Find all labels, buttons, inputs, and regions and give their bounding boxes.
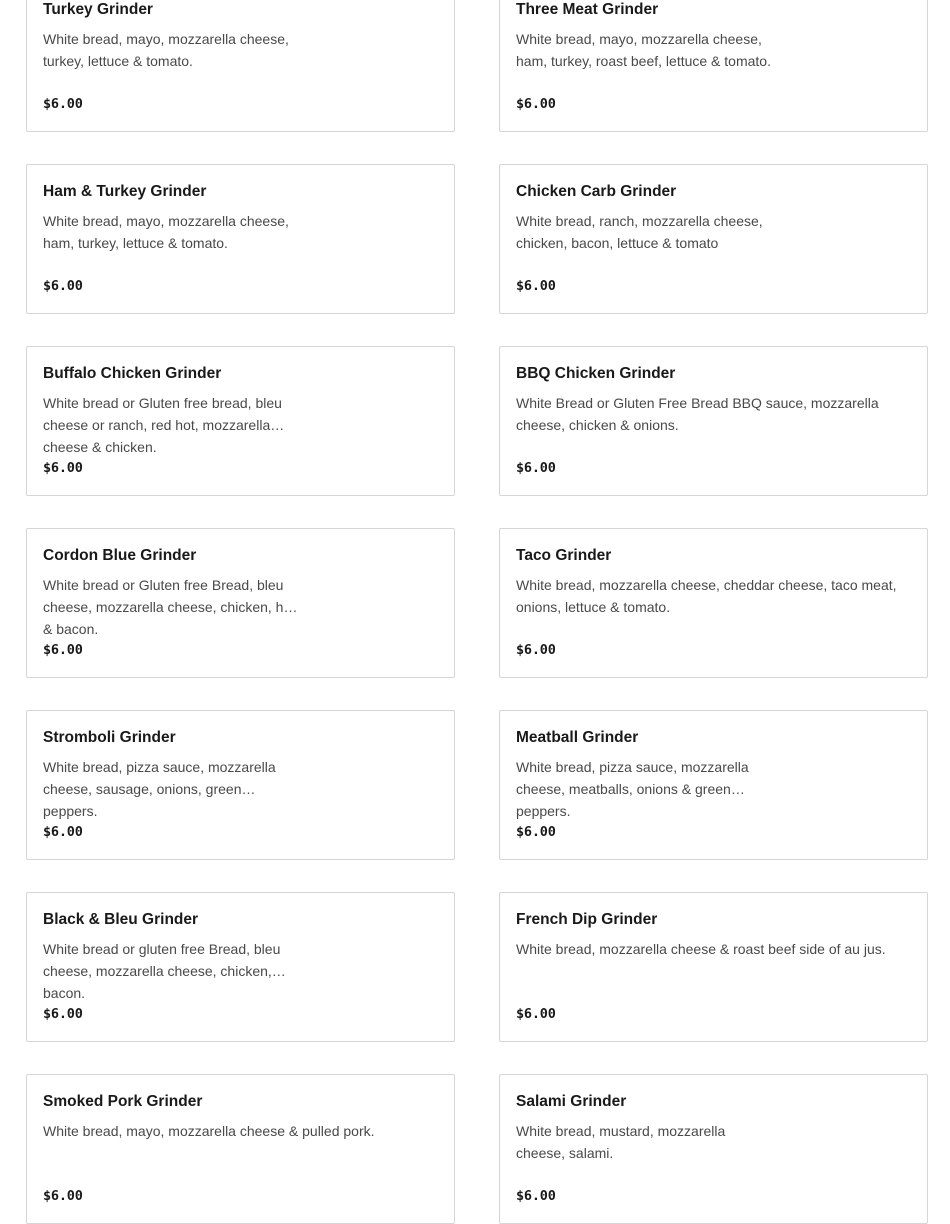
menu-item-price: $6.00 <box>516 1006 556 1022</box>
menu-item-name: Cordon Blue Grinder <box>43 547 197 564</box>
menu-item-price: $6.00 <box>43 1006 83 1022</box>
menu-item-card-black-bleu-grinder[interactable] <box>26 892 455 1042</box>
menu-item-description: White bread, pizza sauce, mozzarella cheese, meatballs, onions & green peppers. <box>516 759 749 819</box>
menu-item-card-ham-turkey-grinder[interactable] <box>26 164 455 314</box>
menu-item-card-meatball-grinder[interactable] <box>499 710 928 860</box>
menu-item-price: $6.00 <box>516 460 556 476</box>
menu-item-price: $6.00 <box>43 1188 83 1204</box>
menu-item-name: BBQ Chicken Grinder <box>516 365 676 382</box>
menu-item-card-taco-grinder[interactable] <box>499 528 928 678</box>
menu-item-name: Turkey Grinder <box>43 1 153 18</box>
menu-item-price: $6.00 <box>43 824 83 840</box>
menu-item-price: $6.00 <box>516 278 556 294</box>
menu-item-description: White bread, mustard, mozzarella cheese, salami. <box>516 1123 726 1161</box>
menu-item-name: Ham & Turkey Grinder <box>43 183 207 200</box>
menu-item-name: Stromboli Grinder <box>43 729 176 746</box>
menu-item-card-bbq-chicken-grinder[interactable] <box>499 346 928 496</box>
menu-item-name: Chicken Carb Grinder <box>516 183 677 200</box>
menu-item-name: French Dip Grinder <box>516 911 658 928</box>
menu-item-card-turkey-grinder[interactable] <box>26 0 455 132</box>
menu-item-price: $6.00 <box>43 460 83 476</box>
menu-item-name: Smoked Pork Grinder <box>43 1093 203 1110</box>
menu-item-card-buffalo-chicken-grinder[interactable] <box>26 346 455 496</box>
menu-item-description: White bread or gluten free Bread, bleu cheese, mozzarella cheese, chicken, bacon. <box>43 941 281 1001</box>
menu-item-description: White bread or Gluten free bread, bleu cheese or ranch, red hot, mozzarella cheese & chicken. <box>43 395 282 455</box>
menu-item-name: Black & Bleu Grinder <box>43 911 199 928</box>
menu-item-card-chicken-carb-grinder[interactable] <box>499 164 928 314</box>
menu-item-price: $6.00 <box>43 278 83 294</box>
menu-item-description: White bread, mayo, mozzarella cheese & pulled pork. <box>43 1123 375 1139</box>
menu-item-name: Taco Grinder <box>516 547 612 564</box>
menu-item-description: White bread, mayo, mozzarella cheese, ham, turkey, roast beef, lettuce & tomato. <box>516 31 771 69</box>
menu-item-description: White bread, mayo, mozzarella cheese, turkey, lettuce & tomato. <box>43 31 289 69</box>
menu-item-card-french-dip-grinder[interactable] <box>499 892 928 1042</box>
menu-item-description: White bread, mayo, mozzarella cheese, ham, turkey, lettuce & tomato. <box>43 213 289 251</box>
menu-item-name: Buffalo Chicken Grinder <box>43 365 222 382</box>
menu-item-price: $6.00 <box>43 642 83 658</box>
menu-item-name: Salami Grinder <box>516 1093 627 1110</box>
menu-item-description: White bread, pizza sauce, mozzarella cheese, sausage, onions, green peppers. <box>43 759 276 819</box>
menu-item-description: White bread, ranch, mozzarella cheese, chicken, bacon, lettuce & tomato <box>516 213 763 251</box>
menu-item-card-salami-grinder[interactable] <box>499 1074 928 1224</box>
menu-item-price: $6.00 <box>516 96 556 112</box>
menu-item-price: $6.00 <box>516 824 556 840</box>
menu-item-description: White bread, mozzarella cheese, cheddar cheese, taco meat, onions, lettuce & tomato. <box>516 577 897 615</box>
menu-item-description: White bread, mozzarella cheese & roast beef side of au jus. <box>516 941 886 957</box>
menu-item-card-smoked-pork-grinder[interactable] <box>26 1074 455 1224</box>
menu-item-name: Three Meat Grinder <box>516 1 659 18</box>
menu-item-description: White bread or Gluten free Bread, bleu cheese, mozzarella cheese, chicken, ham & bacon. <box>43 577 303 637</box>
menu-item-price: $6.00 <box>516 1188 556 1204</box>
menu-item-card-cordon-blue-grinder[interactable] <box>26 528 455 678</box>
menu-item-price: $6.00 <box>43 96 83 112</box>
menu-item-name: Meatball Grinder <box>516 729 639 746</box>
menu-item-grid <box>26 0 928 1224</box>
menu-item-price: $6.00 <box>516 642 556 658</box>
menu-item-card-three-meat-grinder[interactable] <box>499 0 928 132</box>
menu-item-card-stromboli-grinder[interactable] <box>26 710 455 860</box>
menu-item-description: White Bread or Gluten Free Bread BBQ sauce, mozzarella cheese, chicken & onions. <box>516 395 879 433</box>
